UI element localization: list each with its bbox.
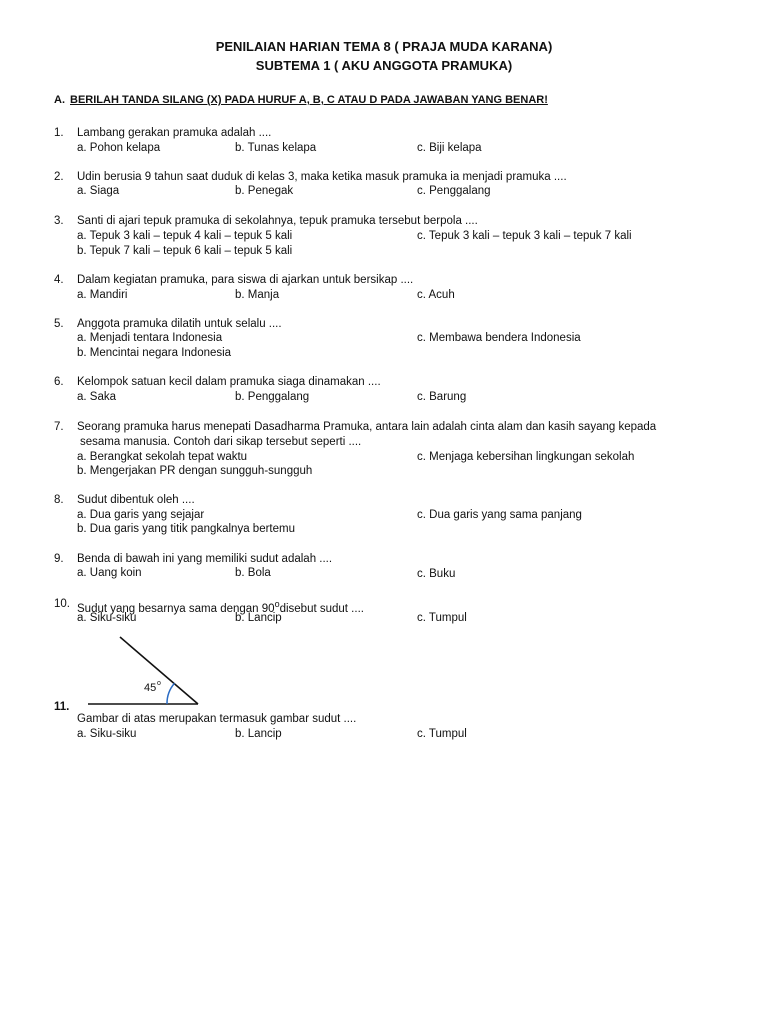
option-a[interactable]: a. Siku-siku xyxy=(77,728,137,740)
option-a[interactable]: a. Uang koin xyxy=(77,567,142,579)
option-b[interactable]: b. Tepuk 7 kali – tepuk 6 kali – tepuk 5 kali xyxy=(77,245,293,257)
option-b[interactable]: b. Manja xyxy=(235,289,280,301)
option-b[interactable]: b. Bola xyxy=(235,567,271,579)
question-number: 6. xyxy=(54,376,64,388)
option-b[interactable]: b. Penegak xyxy=(235,185,294,197)
option-a[interactable]: a. Siku-siku xyxy=(77,612,137,624)
option-a[interactable]: a. Berangkat sekolah tepat waktu xyxy=(77,451,248,463)
question-text-after: disebut sudut .... xyxy=(279,602,364,615)
option-c[interactable]: c. Tumpul xyxy=(417,612,467,624)
option-a[interactable]: a. Menjadi tentara Indonesia xyxy=(77,332,223,344)
option-c[interactable]: c. Tepuk 3 kali – tepuk 3 kali – tepuk 7 kali xyxy=(417,230,632,242)
option-a[interactable]: a. Siaga xyxy=(77,185,120,197)
option-b[interactable]: b. Tunas kelapa xyxy=(235,142,317,154)
option-a[interactable]: a. Mandiri xyxy=(77,289,128,301)
section-instruction: BERILAH TANDA SILANG (X) PADA HURUF A, B, C ATAU D PADA JAWABAN YANG BENAR! xyxy=(70,94,548,106)
question-number: 7. xyxy=(54,421,64,433)
option-c[interactable]: c. Tumpul xyxy=(417,728,467,740)
option-b[interactable]: b. Dua garis yang titik pangkalnya bertemu xyxy=(77,523,295,535)
option-b[interactable]: b. Penggalang xyxy=(235,391,310,403)
title-line-1: PENILAIAN HARIAN TEMA 8 ( PRAJA MUDA KARANA) xyxy=(215,39,553,54)
question-number: 9. xyxy=(54,553,64,565)
section-label: A. xyxy=(54,94,65,106)
question-text: Benda di bawah ini yang memiliki sudut adalah .... xyxy=(77,553,333,565)
angle-arc xyxy=(167,683,175,704)
question-text: Lambang gerakan pramuka adalah .... xyxy=(77,127,272,139)
question-number: 5. xyxy=(54,318,64,330)
question-number: 4. xyxy=(54,274,64,286)
question-number: 1. xyxy=(54,127,64,139)
question-text: Gambar di atas merupakan termasuk gambar sudut .... xyxy=(77,713,357,725)
option-a[interactable]: a. Tepuk 3 kali – tepuk 4 kali – tepuk 5 kali xyxy=(77,230,293,242)
option-b[interactable]: b. Mencintai negara Indonesia xyxy=(77,347,232,359)
degree-superscript: o xyxy=(274,599,280,609)
question-text: Santi di ajari tepuk pramuka di sekolahnya, tepuk pramuka tersebut berpola .... xyxy=(77,215,478,227)
question-number: 10. xyxy=(54,598,70,610)
option-c[interactable]: c. Buku xyxy=(417,568,456,580)
option-c[interactable]: c. Barung xyxy=(417,391,467,403)
option-c[interactable]: c. Membawa bendera Indonesia xyxy=(417,332,581,344)
angle-value-label: 45 xyxy=(144,682,157,694)
option-c[interactable]: c. Menjaga kebersihan lingkungan sekolah xyxy=(417,451,635,463)
angle-slant-line xyxy=(120,637,198,704)
option-b[interactable]: b. Lancip xyxy=(235,612,282,624)
question-text: Anggota pramuka dilatih untuk selalu .... xyxy=(77,318,282,330)
angle-degree-sup: o xyxy=(157,680,161,687)
option-a[interactable]: a. Dua garis yang sejajar xyxy=(77,509,205,521)
option-c[interactable]: c. Acuh xyxy=(417,289,455,301)
question-text: Kelompok satuan kecil dalam pramuka siaga dinamakan .... xyxy=(77,376,381,388)
question-text-main: Sudut yang besarnya sama dengan 90 xyxy=(77,602,275,615)
angle-figure xyxy=(84,633,224,708)
question-text-continued: sesama manusia. Contoh dari sikap tersebut seperti .... xyxy=(80,436,362,448)
title-line-2: SUBTEMA 1 ( AKU ANGGOTA PRAMUKA) xyxy=(255,58,513,73)
question-number: 11. xyxy=(54,701,70,713)
question-number: 3. xyxy=(54,215,64,227)
question-text: Sudut dibentuk oleh .... xyxy=(77,494,195,506)
question-number: 8. xyxy=(54,494,64,506)
question-number: 2. xyxy=(54,171,64,183)
option-b[interactable]: b. Lancip xyxy=(235,728,282,740)
option-c[interactable]: c. Biji kelapa xyxy=(417,142,482,154)
option-a[interactable]: a. Saka xyxy=(77,391,116,403)
option-b[interactable]: b. Mengerjakan PR dengan sungguh-sungguh xyxy=(77,465,313,477)
question-text: Dalam kegiatan pramuka, para siswa di ajarkan untuk bersikap .... xyxy=(77,274,414,286)
option-a[interactable]: a. Pohon kelapa xyxy=(77,142,161,154)
question-text: Udin berusia 9 tahun saat duduk di kelas 3, maka ketika masuk pramuka ia menjadi pramuka .... xyxy=(77,171,567,183)
option-c[interactable]: c. Penggalang xyxy=(417,185,491,197)
option-c[interactable]: c. Dua garis yang sama panjang xyxy=(417,509,582,521)
question-text: Seorang pramuka harus menepati Dasadharma Pramuka, antara lain adalah cinta alam dan kasih sayang kepada xyxy=(77,421,657,433)
